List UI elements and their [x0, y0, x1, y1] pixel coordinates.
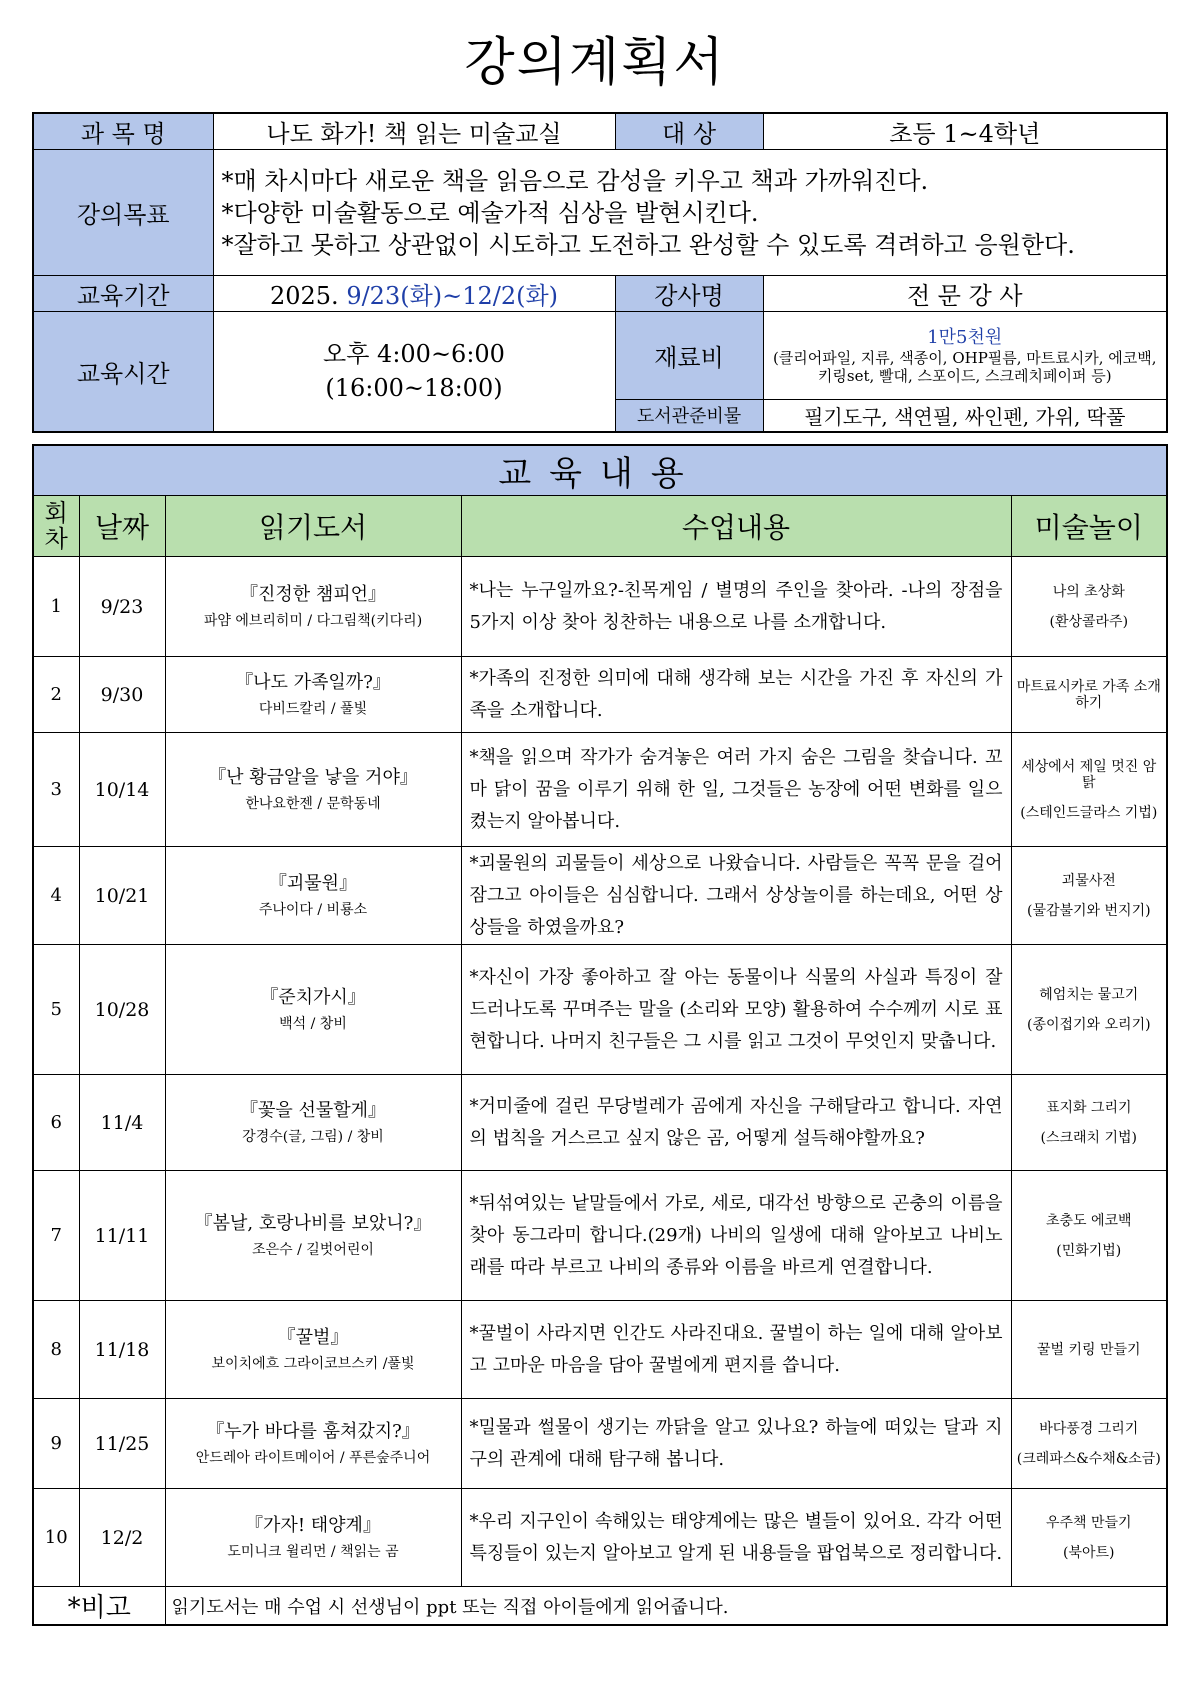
subject-value: 나도 화가! 책 읽는 미술교실	[213, 113, 615, 150]
book-author: 도미니크 윌리먼 / 책읽는 곰	[227, 1543, 399, 1560]
book-author: 한나요한젠 / 문학동네	[245, 795, 381, 812]
row-date: 11/11	[79, 1171, 165, 1301]
row-number: 7	[33, 1171, 79, 1301]
row-lesson: *거미줄에 걸린 무당벌레가 곰에게 자신을 구해달라고 합니다. 자연의 법칙을 거스르고 싶지 않은 곰, 어떻게 설득해야할까요?	[461, 1075, 1011, 1171]
period-range: 9/23(화)~12/2(화)	[346, 282, 559, 310]
book-title: 『가자! 태양계』	[245, 1514, 381, 1536]
art-main: 헤엄치는 물고기	[1039, 986, 1139, 1003]
table-row	[33, 1075, 1167, 1171]
row-lesson: *책을 읽으며 작가가 숨겨놓은 여러 가지 숨은 그림을 찾습니다. 꼬마 닭이 꿈을 이루기 위해 한 일, 그것들은 농장에 어떤 변화를 일으켰는지 알아봅니다.	[461, 733, 1011, 847]
row-lesson: *뒤섞여있는 낱말들에서 가로, 세로, 대각선 방향으로 곤충의 이름을 찾아 동그라미 합니다.(29개) 나비의 일생에 대해 알아보고 나비노래를 따라 부르고 나비의 종류와 이름을 바르게 연결합니다.	[461, 1171, 1011, 1301]
row-art	[1011, 1171, 1167, 1301]
library-value: 필기도구, 색연필, 싸인펜, 가위, 딱풀	[763, 400, 1167, 432]
row-number: 3	[33, 733, 79, 847]
fee-value	[763, 312, 1167, 400]
book-title: 『진정한 챔피언』	[239, 583, 387, 605]
goals-label: 강의목표	[33, 150, 213, 276]
row-date: 10/21	[79, 847, 165, 945]
row-book	[165, 557, 461, 657]
art-sub: (크레파스&수채&소금)	[1016, 1450, 1161, 1467]
row-date: 12/2	[79, 1489, 165, 1587]
row-book	[165, 1489, 461, 1587]
art-main: 나의 초상화	[1052, 583, 1125, 600]
goal-item: *다양한 미술활동으로 예술가적 심상을 발현시킨다.	[221, 198, 759, 227]
period-year: 2025.	[269, 282, 339, 310]
time-line1: 오후 4:00~6:00	[323, 340, 505, 369]
row-book	[165, 733, 461, 847]
book-author: 주나이다 / 비룡소	[258, 901, 368, 918]
goals-list	[213, 150, 1167, 276]
art-main: 우주책 만들기	[1045, 1514, 1132, 1531]
art-sub: (민화기법)	[1056, 1242, 1122, 1259]
row-number: 2	[33, 657, 79, 733]
teacher-value: 전 문 강 사	[763, 276, 1167, 312]
header-session-2: 차	[44, 525, 68, 553]
row-art	[1011, 733, 1167, 847]
book-title: 『괴물원』	[268, 872, 358, 894]
row-art	[1011, 657, 1167, 733]
target-value: 초등 1~4학년	[763, 113, 1167, 150]
row-number: 6	[33, 1075, 79, 1171]
art-sub: (스테인드글라스 기법)	[1020, 804, 1158, 821]
table-row	[33, 557, 1167, 657]
target-label: 대 상	[615, 113, 763, 150]
art-main: 마트료시카로 가족 소개하기	[1016, 678, 1161, 711]
row-art	[1011, 847, 1167, 945]
book-author: 안드레아 라이트메이어 / 푸른숲주니어	[195, 1449, 431, 1466]
art-main: 괴물사전	[1061, 872, 1116, 889]
row-number: 10	[33, 1489, 79, 1587]
row-date: 11/18	[79, 1301, 165, 1399]
art-main: 표지화 그리기	[1045, 1099, 1132, 1116]
row-lesson: *밀물과 썰물이 생기는 까닭을 알고 있나요? 하늘에 떠있는 달과 지구의 관계에 대해 탐구해 봅니다.	[461, 1399, 1011, 1489]
teacher-label: 강사명	[615, 276, 763, 312]
book-title: 『꽃을 선물할게』	[239, 1099, 387, 1121]
header-session-1: 회	[44, 499, 68, 527]
book-title: 『난 황금알을 낳을 거야』	[208, 766, 418, 788]
header-date: 날짜	[79, 496, 165, 557]
table-row	[33, 657, 1167, 733]
row-book	[165, 657, 461, 733]
row-lesson: *자신이 가장 좋아하고 잘 아는 동물이나 식물의 사실과 특징이 잘 드러나도록 꾸며주는 말을 (소리와 모양) 활용하여 수수께끼 시로 표현합니다. 나머지 친구들은 그 시를 읽고 그것이 무엇인지 맞춥니다.	[461, 945, 1011, 1075]
book-author: 보이치에흐 그라이코브스키 /풀빛	[211, 1355, 415, 1372]
table-row	[33, 847, 1167, 945]
row-book	[165, 945, 461, 1075]
fee-amount: 1만5천원	[927, 326, 1003, 348]
header-session	[33, 496, 79, 557]
row-date: 10/28	[79, 945, 165, 1075]
page-title: 강의계획서	[464, 33, 726, 93]
book-author: 강경수(글, 그림) / 창비	[242, 1128, 384, 1145]
table-row	[33, 1301, 1167, 1399]
row-date: 10/14	[79, 733, 165, 847]
row-date: 9/30	[79, 657, 165, 733]
goal-item: *매 차시마다 새로운 책을 읽음으로 감성을 키우고 책과 가까워진다.	[221, 166, 929, 195]
book-author: 파얌 에브리히미 / 다그림책(키다리)	[203, 612, 423, 629]
row-number: 9	[33, 1399, 79, 1489]
row-art	[1011, 557, 1167, 657]
row-number: 5	[33, 945, 79, 1075]
art-sub: (종이접기와 오리기)	[1026, 1016, 1151, 1033]
header-art: 미술놀이	[1011, 496, 1167, 557]
book-title: 『준치가시』	[260, 986, 366, 1008]
table-row	[33, 733, 1167, 847]
row-date: 9/23	[79, 557, 165, 657]
section-title: 교육내용	[33, 445, 1167, 496]
row-art	[1011, 1075, 1167, 1171]
note-text: 읽기도서는 매 수업 시 선생님이 ppt 또는 직접 아이들에게 읽어줍니다.	[165, 1587, 1167, 1626]
header-book: 읽기도서	[165, 496, 461, 557]
note-label: *비고	[33, 1587, 165, 1626]
art-main: 바다풍경 그리기	[1039, 1420, 1139, 1437]
book-title: 『누가 바다를 훔쳐갔지?』	[206, 1420, 420, 1442]
row-lesson: *우리 지구인이 속해있는 태양계에는 많은 별들이 있어요. 각각 어떤 특징들이 있는지 알아보고 알게 된 내용들을 팝업북으로 정리합니다.	[461, 1489, 1011, 1587]
art-sub: (물감불기와 번지기)	[1026, 902, 1151, 919]
row-lesson: *가족의 진정한 의미에 대해 생각해 보는 시간을 가진 후 자신의 가족을 소개합니다.	[461, 657, 1011, 733]
book-title: 『꿀벌』	[277, 1326, 349, 1348]
row-book	[165, 847, 461, 945]
row-date: 11/25	[79, 1399, 165, 1489]
library-label: 도서관준비물	[615, 400, 763, 432]
row-lesson: *괴물원의 괴물들이 세상으로 나왔습니다. 사람들은 꼭꼭 문을 걸어 잠그고 아이들은 심심합니다. 그래서 상상놀이를 하는데요, 어떤 상상들을 하였을까요?	[461, 847, 1011, 945]
time-value	[213, 312, 615, 432]
period-label: 교육기간	[33, 276, 213, 312]
art-sub: (환상콜라주)	[1049, 613, 1129, 630]
period-value	[213, 276, 615, 312]
book-author: 백석 / 창비	[279, 1015, 347, 1032]
book-author: 조은수 / 길벗어린이	[252, 1241, 374, 1258]
row-art	[1011, 1301, 1167, 1399]
goal-item: *잘하고 못하고 상관없이 시도하고 도전하고 완성할 수 있도록 격려하고 응원한다.	[221, 230, 1075, 259]
row-art	[1011, 945, 1167, 1075]
book-title: 『봄날, 호랑나비를 보았니?』	[194, 1212, 432, 1234]
course-info-table	[32, 112, 1168, 433]
table-row	[33, 945, 1167, 1075]
art-main: 초충도 에코백	[1045, 1212, 1132, 1229]
time-label: 교육시간	[33, 312, 213, 432]
row-book	[165, 1171, 461, 1301]
book-title: 『나도 가족일까?』	[235, 671, 391, 693]
subject-label: 과 목 명	[33, 113, 213, 150]
table-row	[33, 1489, 1167, 1587]
course-content-table	[32, 444, 1168, 1626]
art-main: 꿀벌 키링 만들기	[1036, 1341, 1141, 1358]
header-lesson: 수업내용	[461, 496, 1011, 557]
art-main: 세상에서 제일 멋진 암탉	[1021, 758, 1157, 791]
row-art	[1011, 1399, 1167, 1489]
row-book	[165, 1399, 461, 1489]
row-book	[165, 1301, 461, 1399]
row-book	[165, 1075, 461, 1171]
table-row	[33, 1171, 1167, 1301]
table-row	[33, 1399, 1167, 1489]
time-line2: (16:00~18:00)	[325, 374, 503, 403]
fee-items: (클리어파일, 지류, 색종이, OHP필름, 마트료시카, 에코백, 키링set, 빨대, 스포이드, 스크레치페이퍼 등)	[772, 348, 1157, 385]
row-lesson: *나는 누구일까요?-친목게임 / 별명의 주인을 찾아라. -나의 장점을 5가지 이상 찾아 칭찬하는 내용으로 나를 소개합니다.	[461, 557, 1011, 657]
note-row	[33, 1587, 1167, 1626]
row-number: 1	[33, 557, 79, 657]
art-sub: (스크래치 기법)	[1040, 1129, 1138, 1146]
row-date: 11/4	[79, 1075, 165, 1171]
row-number: 8	[33, 1301, 79, 1399]
fee-label: 재료비	[615, 312, 763, 400]
art-sub: (북아트)	[1063, 1544, 1115, 1561]
row-lesson: *꿀벌이 사라지면 인간도 사라진대요. 꿀벌이 하는 일에 대해 알아보고 고마운 마음을 담아 꿀벌에게 편지를 씁니다.	[461, 1301, 1011, 1399]
row-art	[1011, 1489, 1167, 1587]
row-number: 4	[33, 847, 79, 945]
book-author: 다비드칼리 / 풀빛	[258, 700, 368, 717]
